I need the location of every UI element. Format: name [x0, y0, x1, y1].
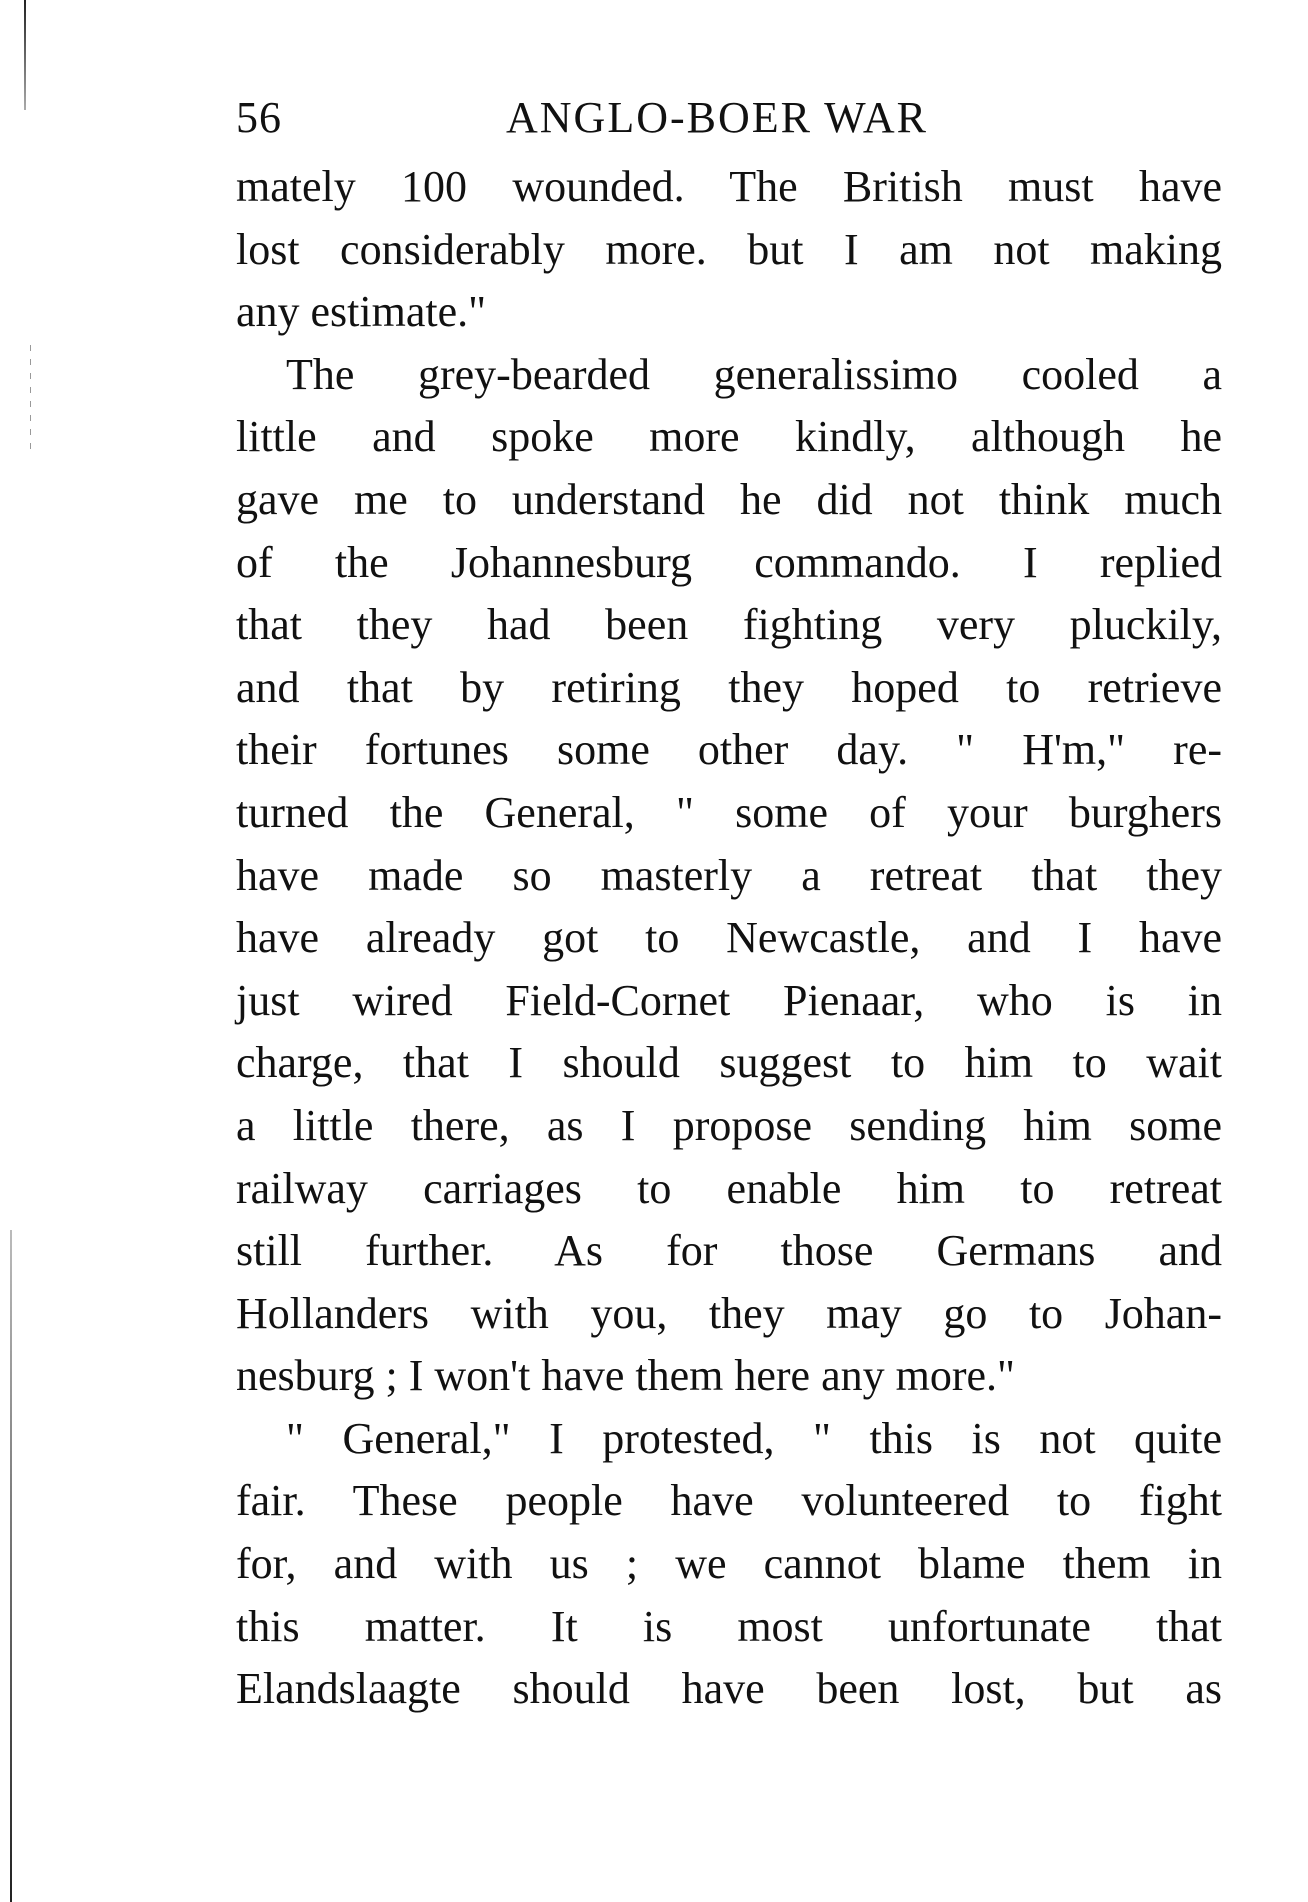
text-line: that they had been fighting very pluckily,: [236, 600, 1222, 650]
text-line: The grey-bearded generalissimo cooled a: [286, 349, 1222, 399]
running-head: ANGLO-BOER WAR: [506, 93, 928, 142]
text-line: turned the General, " some of your burghers: [236, 787, 1222, 837]
text-line: Hollanders with you, they may go to Johan-: [236, 1288, 1222, 1338]
text-line: of the Johannesburg commando. I replied: [236, 537, 1222, 587]
page-edge-mark: [24, 0, 26, 110]
text-line: railway carriages to enable him to retreat: [236, 1163, 1222, 1213]
text-line: little and spoke more kindly, although he: [236, 412, 1222, 462]
text-line: nesburg ; I won't have them here any more.": [236, 1351, 1015, 1401]
body-text: [236, 156, 1222, 1721]
text-line: this matter. It is most unfortunate that: [236, 1601, 1222, 1651]
text-line: any estimate.": [236, 287, 487, 337]
page-number: 56: [236, 93, 282, 142]
text-line: a little there, as I propose sending him some: [236, 1100, 1222, 1150]
text-line: still further. As for those Germans and: [236, 1226, 1222, 1276]
text-line: for, and with us ; we cannot blame them in: [236, 1539, 1222, 1589]
text-line: and that by retiring they hoped to retrieve: [236, 662, 1222, 712]
text-line: fair. These people have volunteered to fight: [236, 1476, 1222, 1526]
text-line: their fortunes some other day. " H'm," re-: [236, 725, 1222, 775]
text-line: Elandslaagte should have been lost, but as: [236, 1664, 1222, 1714]
text-line: just wired Field-Cornet Pienaar, who is in: [236, 975, 1222, 1025]
page-edge-mark: [10, 1230, 12, 1902]
text-line: lost considerably more. but I am not making: [236, 224, 1222, 274]
page-edge-mark: [30, 345, 31, 455]
text-line: have made so masterly a retreat that they: [236, 850, 1222, 900]
text-line: mately 100 wounded. The British must have: [236, 162, 1222, 211]
text-line: have already got to Newcastle, and I have: [236, 913, 1222, 963]
text-line: charge, that I should suggest to him to wait: [236, 1038, 1222, 1088]
text-line: " General," I protested, " this is not quite: [286, 1413, 1222, 1463]
text-line: gave me to understand he did not think much: [236, 474, 1222, 524]
page-header: [236, 84, 1222, 144]
